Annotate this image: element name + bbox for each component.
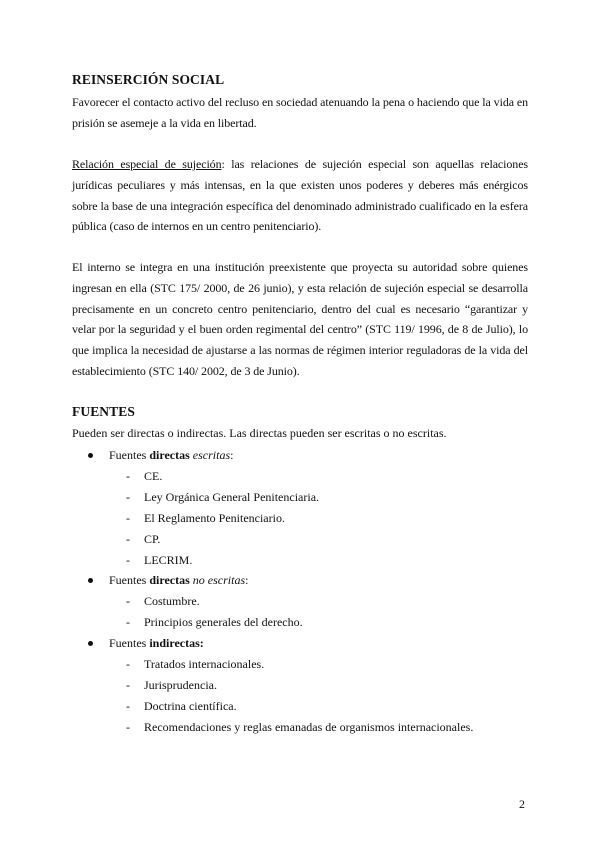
bullet-dot-icon bbox=[88, 453, 93, 458]
bullet-label: Fuentes directas no escritas: bbox=[109, 573, 249, 587]
section-title-fuentes: FUENTES bbox=[72, 404, 135, 419]
relacion-term: Relación especial de sujeción bbox=[72, 157, 222, 171]
document-page: REINSERCIÓN SOCIAL Favorecer el contacto activo del recluso en sociedad atenuando la pena o haciendo que la vida en prisión se asemeje a la vida en libertad. Relación especial de sujeción: las relaciones de sujeción especial son aquellas relaciones jurídicas peculiares y más intensas, en la que existen unos poderes y deberes más enérgicos sobre la base de una integración específica del denominado administrado cualificado en la esfera pública (caso de internos en un centro penitenciario). El interno se integra en una institución preexistente que proyecta su autoridad sobre quienes ingresan en ella (STC 175/ 2000, de 26 junio), y esta relación de sujeción especial se desarrolla precisamente en un concreto centro penitenciario, dentro del cual es necesario “garantizar y velar por la seguridad y el buen orden regimental del centro” (STC 119/ 1996, de 8 de Julio), lo que implica la necesidad de ajustarse a las normas de régimen interior reguladoras de la vida del establecimiento (STC 140/ 2002, de 3 de Junio). FUENTES Pueden ser directas o indirectas. Las directas pueden ser escritas o no escritas. Fuentes directas escritas: - CE. - Ley Orgánica General Penitenciaria. - El Reglamento Penitenciario. - CP. - LECRIM. Fuentes directas no escritas: - Costumbre. - Principios generales del derecho. Fuentes indirectas: - Tratados internacionales. - Jurisprudencia. - Doctrina científica. - Recomendaciones y reglas emanadas de organismos internacionales. 2 bbox=[72, 72, 528, 811]
relacion-paragraph bbox=[72, 154, 528, 237]
page-number: 2 bbox=[519, 797, 525, 811]
relacion-definition: : las relaciones de sujeción especial son aquellas relaciones jurídicas peculiares y más intensas, en la que existen unos poderes y deberes más enérgicos sobre la base de una integración específica del denominado administrado cualificado en la esfera pública (caso de internos en un centro penitenciario). bbox=[72, 157, 528, 234]
bullet-label: Fuentes indirectas: bbox=[109, 636, 204, 650]
bullet-dot-icon bbox=[88, 641, 93, 646]
bullet-dot-icon bbox=[88, 578, 93, 583]
section-title-reinsercion: REINSERCIÓN SOCIAL bbox=[72, 72, 225, 87]
interno-paragraph: El interno se integra en una institución preexistente que proyecta su autoridad sobre quienes ingresan en ella (STC 175/ 2000, de 26 junio), y esta relación de sujeción especial se desarrolla precisamente en un concreto centro penitenciario, dentro del cual es necesario “garantizar y velar por la seguridad y el buen orden regimental del centro” (STC 119/ 1996, de 8 de Julio), lo que implica la necesidad de ajustarse a las normas de régimen interior reguladoras de la vida del establecimiento (STC 140/ 2002, de 3 de Junio). bbox=[72, 260, 528, 378]
reinsercion-intro: Favorecer el contacto activo del recluso en sociedad atenuando la pena o haciendo que la vida en prisión se asemeje a la vida en libertad. bbox=[72, 95, 528, 130]
bullet-label: Fuentes directas escritas: bbox=[109, 448, 234, 462]
fuentes-intro: Pueden ser directas o indirectas. Las directas pueden ser escritas o no escritas. bbox=[72, 426, 447, 440]
